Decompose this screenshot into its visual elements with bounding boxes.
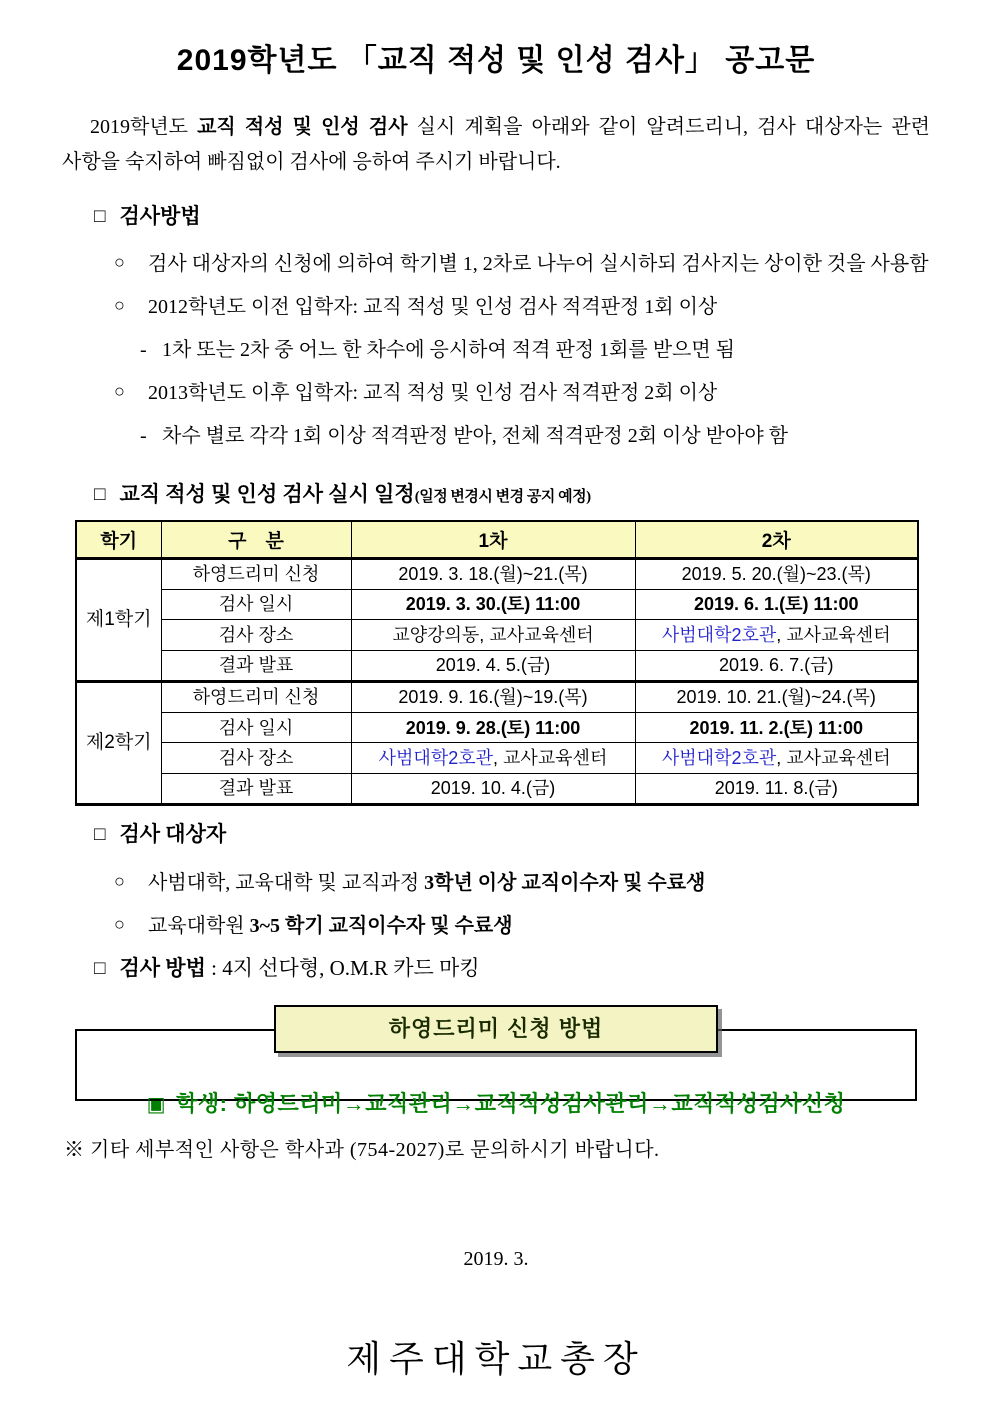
value-cell bbox=[635, 650, 918, 681]
list-item-text bbox=[162, 415, 930, 458]
navigation-path: 하영드리미→교직관리→교직적성검사관리→교직적성검사신청 bbox=[234, 1091, 846, 1117]
section-heading-text: 검사방법 bbox=[119, 203, 201, 228]
circle-bullet-icon: ○ bbox=[114, 252, 125, 273]
section-heading-targets bbox=[94, 820, 930, 850]
text-segment: 검사 대상자의 신청에 의하여 학기별 1, 2차로 나누어 실시하되 검사지는 상이한 것을 사용함 bbox=[148, 253, 929, 276]
table-row bbox=[76, 589, 918, 619]
value-cell bbox=[351, 773, 635, 804]
list-item-text bbox=[148, 862, 930, 905]
text-segment: 2019. 6. 7.(금) bbox=[719, 655, 834, 676]
intro-paragraph bbox=[62, 110, 930, 180]
value-cell bbox=[351, 713, 635, 743]
text-segment: 2019. 3. 18.(월)~21.(목) bbox=[398, 564, 588, 585]
semester-cell: 제1학기 bbox=[76, 558, 161, 681]
column-header: 2차 bbox=[635, 521, 918, 559]
circle-bullet-icon: ○ bbox=[114, 870, 125, 891]
value-cell bbox=[635, 589, 918, 619]
value-cell bbox=[351, 743, 635, 773]
table-row bbox=[76, 743, 918, 773]
row-label-cell: 검사 일시 bbox=[161, 589, 351, 619]
section-heading-method bbox=[94, 202, 930, 232]
text-segment: 3~5 학기 교직이수자 및 수료생 bbox=[249, 914, 513, 937]
apply-method-title-box: 하영드리미 신청 방법 bbox=[274, 1005, 718, 1053]
text-segment: , 교사교육센터 bbox=[493, 747, 608, 768]
row-label-cell: 결과 발표 bbox=[161, 773, 351, 804]
circle-bullet-icon: ○ bbox=[114, 381, 125, 402]
apply-instruction-line bbox=[77, 1087, 915, 1118]
column-header: 학기 bbox=[76, 521, 161, 559]
table-row bbox=[76, 620, 918, 650]
text-segment: 2019. 3. 30.(토) 11:00 bbox=[405, 594, 581, 615]
text-segment: 2019. 5. 20.(월)~23.(목) bbox=[681, 564, 871, 585]
row-label-cell: 검사 일시 bbox=[161, 713, 351, 743]
text-segment: 3학년 이상 교직이수자 및 수료생 bbox=[424, 871, 706, 894]
text-segment: 교직 적성 및 인성 검사 bbox=[197, 115, 408, 138]
value-cell bbox=[351, 558, 635, 589]
row-label-cell: 검사 장소 bbox=[161, 743, 351, 773]
text-segment: 사범대학, 교육대학 및 교직과정 bbox=[148, 871, 425, 894]
text-segment: 2013학년도 이후 입학자: 교직 적성 및 인성 검사 적격판정 2회 이상 bbox=[148, 382, 718, 405]
section-heading-text: 교직 적성 및 인성 검사 실시 일정 bbox=[119, 482, 415, 507]
table-row bbox=[76, 650, 918, 681]
list-item bbox=[140, 329, 930, 372]
targets-list bbox=[62, 862, 930, 948]
section-heading-note: (일정 변경시 변경 공지 예정) bbox=[414, 489, 591, 506]
list-item bbox=[114, 372, 930, 415]
circle-bullet-icon: ○ bbox=[114, 295, 125, 316]
square-bullet-icon: □ bbox=[94, 205, 106, 227]
text-segment: 실시 계획을 아래와 같이 알려드리니, 검사 대상자는 관련 사항을 숙지하여 빠짐없이 검사에 응하여 주시기 바랍니다. bbox=[62, 115, 930, 173]
text-segment: , 교사교육센터 bbox=[776, 624, 891, 645]
dash-bullet-icon: - bbox=[140, 425, 147, 448]
document-title: 2019학년도 「교직 적성 및 인성 검사」 공고문 bbox=[176, 44, 816, 77]
value-cell bbox=[635, 713, 918, 743]
column-header: 구 분 bbox=[161, 521, 351, 559]
text-segment: 교육대학원 bbox=[148, 914, 250, 937]
list-item bbox=[114, 905, 930, 948]
row-label-cell: 하영드리미 신청 bbox=[161, 558, 351, 589]
section-heading-text: 검사 방법 bbox=[119, 955, 206, 980]
value-cell bbox=[351, 650, 635, 681]
list-item-text bbox=[148, 243, 930, 286]
method-list bbox=[62, 243, 930, 458]
square-bullet-icon: □ bbox=[94, 484, 106, 506]
table-row bbox=[76, 558, 918, 589]
square-bullet-icon: □ bbox=[94, 824, 106, 846]
section-heading-exam-format bbox=[94, 954, 930, 984]
row-label-cell: 하영드리미 신청 bbox=[161, 681, 351, 712]
list-item-text bbox=[148, 286, 930, 329]
text-segment: 사범대학2호관 bbox=[378, 747, 493, 768]
schedule-table bbox=[75, 520, 919, 806]
text-segment: 차수 별로 각각 1회 이상 적격판정 받아, 전체 적격판정 2회 이상 받아야 함 bbox=[162, 425, 788, 448]
student-label: 학생: bbox=[176, 1091, 228, 1117]
value-cell bbox=[351, 589, 635, 619]
list-item-text bbox=[162, 329, 930, 372]
text-segment: 2019. 9. 16.(월)~19.(목) bbox=[398, 687, 588, 708]
table-row bbox=[76, 681, 918, 712]
list-item bbox=[140, 415, 930, 458]
column-header: 1차 bbox=[351, 521, 635, 559]
text-segment: 2019학년도 bbox=[90, 115, 198, 138]
exam-format-detail: : 4지 선다형, O.M.R 카드 마킹 bbox=[205, 955, 480, 980]
section-heading-text: 검사 대상자 bbox=[119, 822, 227, 847]
text-segment: 2019. 10. 4.(금) bbox=[430, 778, 556, 799]
text-segment: 사범대학2호관 bbox=[661, 624, 777, 645]
schedule-table-header bbox=[76, 521, 918, 559]
apply-method-box bbox=[75, 1005, 917, 1117]
list-item-text bbox=[148, 905, 930, 948]
value-cell bbox=[635, 743, 918, 773]
text-segment: 교양강의동, 교사교육센터 bbox=[392, 624, 594, 645]
text-segment: 사범대학2호관 bbox=[661, 747, 777, 768]
header-row bbox=[76, 521, 918, 559]
text-segment: 2019. 10. 21.(월)~24.(목) bbox=[676, 687, 876, 708]
list-item bbox=[114, 862, 930, 905]
text-segment: 2012학년도 이전 입학자: 교직 적성 및 인성 검사 적격판정 1회 이상 bbox=[148, 296, 718, 319]
value-cell bbox=[351, 620, 635, 650]
text-segment: , 교사교육센터 bbox=[776, 747, 891, 768]
filled-square-icon: ▣ bbox=[146, 1094, 167, 1117]
schedule-table-body bbox=[76, 558, 918, 804]
value-cell bbox=[635, 773, 918, 804]
row-label-cell: 검사 장소 bbox=[161, 620, 351, 650]
value-cell bbox=[635, 681, 918, 712]
semester-cell: 제2학기 bbox=[76, 681, 161, 804]
text-segment: 2019. 4. 5.(금) bbox=[435, 655, 551, 676]
text-segment: 1차 또는 2차 중 어느 한 차수에 응시하여 적격 판정 1회를 받으면 됨 bbox=[162, 339, 735, 362]
circle-bullet-icon: ○ bbox=[114, 913, 125, 934]
text-segment: 2019. 11. 2.(토) 11:00 bbox=[689, 717, 863, 738]
list-item bbox=[114, 286, 930, 329]
text-segment: 2019. 9. 28.(토) 11:00 bbox=[405, 717, 581, 738]
row-label-cell: 결과 발표 bbox=[161, 650, 351, 681]
text-segment: 2019. 11. 8.(금) bbox=[714, 778, 838, 799]
table-row bbox=[76, 773, 918, 804]
footnote: ※ 기타 세부적인 사항은 학사과 (754-2027)로 문의하시기 바랍니다. bbox=[64, 1139, 660, 1162]
section-heading-schedule bbox=[94, 480, 930, 510]
text-segment: 2019. 6. 1.(토) 11:00 bbox=[694, 594, 859, 615]
value-cell bbox=[635, 620, 918, 650]
value-cell bbox=[635, 558, 918, 589]
square-bullet-icon: □ bbox=[94, 957, 106, 979]
issue-date: 2019. 3. bbox=[463, 1248, 529, 1271]
list-item-text bbox=[148, 372, 930, 415]
signature: 제주대학교총장 bbox=[346, 1339, 646, 1380]
dash-bullet-icon: - bbox=[140, 339, 147, 362]
table-row bbox=[76, 713, 918, 743]
list-item bbox=[114, 243, 930, 286]
value-cell bbox=[351, 681, 635, 712]
